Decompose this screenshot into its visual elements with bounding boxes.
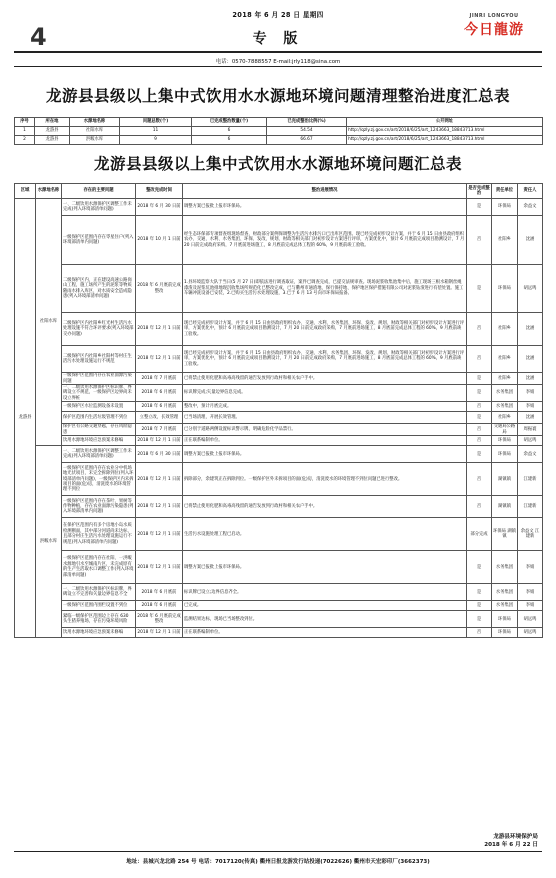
progress-table-cell: 社阳水库 bbox=[70, 127, 120, 136]
responsible-unit-cell: 水务集团 bbox=[492, 601, 518, 611]
logo-chinese: 今日龍游 bbox=[464, 22, 524, 38]
completed-cell: 否 bbox=[467, 216, 492, 265]
responsible-person-cell: 胡远鸣 bbox=[518, 628, 543, 638]
issue-table-row bbox=[15, 446, 543, 463]
responsible-person-cell: 胡远鸣 bbox=[518, 265, 543, 313]
issue-cell: 一、二级饮用水源保护区调整工作未完成(列入环境部清单问题) bbox=[62, 199, 136, 216]
progress-table-header: 公开网址 bbox=[347, 118, 543, 127]
deadline-cell: 2018 年 6 月 30 日前 bbox=[136, 446, 183, 463]
progress-cell: 调整方案已报批上报市环保局。 bbox=[183, 551, 467, 584]
deadline-cell: 2018 年 7 月底前 bbox=[136, 373, 183, 385]
issue-cell: 一级保护区范围内存在社阳、一洪畈水源地引水至城南片区，未完成原有的生产生活取水口调整工作(列入环境部清单问题) bbox=[62, 551, 136, 584]
issuer-block bbox=[484, 833, 538, 849]
responsible-unit-cell: 社阳乡 bbox=[492, 216, 518, 265]
progress-table-title: 龙游县县级以上集中式饮用水水源地环境问题清理整治进度汇总表 bbox=[45, 87, 510, 105]
progress-cell: 正在联系编制单位。 bbox=[183, 628, 467, 638]
responsible-unit-cell: 社阳乡 bbox=[492, 412, 518, 424]
issue-table-row bbox=[15, 611, 543, 628]
issue-table-row bbox=[15, 313, 543, 346]
issue-table-row bbox=[15, 496, 543, 518]
issue-table-row bbox=[15, 584, 543, 601]
progress-cell: 拆除部分，余建筑正在拆除到位。一级保护区外未拆项目的面(危)房，清洗废水的环境管理不到位问题已进行整改。 bbox=[183, 463, 467, 496]
responsible-person-cell: 江建新 bbox=[518, 496, 543, 518]
issue-cell: 饮用水源地环境应急预案未修编 bbox=[62, 628, 136, 638]
progress-table-cell: 66.67 bbox=[267, 136, 347, 145]
progress-cell: 经生态环保部专项督查组现场督查，财政部分案例保调整为生活污水排污口已出库区范围。现已经完成初步设计方案，并于 6 月 15 日由县政府组织农办、交通、水利、水务集团、环保、发改、规划、财政等相关部门对初步设计方案进行评审，方案优化中，预计 6 月底前完成项目勘测设计，7 月 20 日前完成政府采购，7 月底前进场施工，8 月底前完成总体工程的 60%，9 月底前竣工验收。 bbox=[183, 216, 467, 265]
issue-table-row bbox=[15, 265, 543, 313]
progress-table-row bbox=[15, 136, 543, 145]
progress-cell: 调整方案已报批上报市环保局。 bbox=[183, 446, 467, 463]
responsible-person-cell: 余益文 bbox=[518, 446, 543, 463]
deadline-cell: 2018 年 6 月底前完成整改 bbox=[136, 611, 183, 628]
issue-cell: 二级保护区内社阳乡社阳村等村庄生活污水处理设施运行不规范 bbox=[62, 346, 136, 373]
responsible-person-cell: 沈涵 bbox=[518, 373, 543, 385]
issue-table-row bbox=[15, 216, 543, 265]
issue-cell: 一级保护区范围内存在零星住户(列入环境部清单内问题) bbox=[62, 216, 136, 265]
page-number: 4 bbox=[30, 23, 47, 51]
issue-table-row bbox=[15, 601, 543, 611]
progress-table-cell: 1 bbox=[15, 127, 35, 136]
logo-english: JINRI LONGYOU bbox=[469, 13, 519, 19]
progress-table-cell: 6 bbox=[192, 136, 267, 145]
completed-cell: 是 bbox=[467, 584, 492, 601]
progress-cell: 已将禁止使用化肥和高毒高残留的通告发放到行政村和相关农户手中。 bbox=[183, 373, 467, 385]
progress-cell: 标识牌已设立;边界信息齐全。 bbox=[183, 584, 467, 601]
issue-table-header: 区域 bbox=[15, 184, 36, 199]
completed-cell: 是 bbox=[467, 611, 492, 628]
deadline-cell: 2018 年 6 月底前 bbox=[136, 601, 183, 611]
issue-table-header: 责任人 bbox=[518, 184, 543, 199]
progress-cell: 已当场清理，开展长效管理。 bbox=[183, 412, 467, 424]
issue-cell: 一级保护区范围内存在农业面源污染问题 bbox=[62, 373, 136, 385]
progress-cell: 已分别于道路两侧设置标识警示牌，明确危险化学品禁行。 bbox=[183, 424, 467, 436]
contact-rule bbox=[14, 66, 542, 67]
completed-cell: 否 bbox=[467, 346, 492, 373]
completed-cell: 是 bbox=[467, 265, 492, 313]
responsible-unit-cell: 水务集团 bbox=[492, 551, 518, 584]
responsible-person-cell: 胡远鸣 bbox=[518, 611, 543, 628]
issue-table-row bbox=[15, 551, 543, 584]
responsible-unit-cell: 环保局 bbox=[492, 611, 518, 628]
deadline-cell: 2018 年 12 月 1 日前 bbox=[136, 496, 183, 518]
responsible-person-cell: 周振寰 bbox=[518, 424, 543, 436]
issue-cell: 一级保护区范围内围栏设置不到位 bbox=[62, 601, 136, 611]
issue-date: 2018 年 6 月 28 日 星期四 bbox=[232, 11, 324, 19]
deadline-cell: 2018 年 6 月底前完成整改 bbox=[136, 265, 183, 313]
responsible-person-cell: 胡远鸣 bbox=[518, 436, 543, 446]
contact-line: 电话：0570-7888557 E-mail:jrly118@sina.com bbox=[215, 59, 341, 65]
issue-table-row bbox=[15, 346, 543, 373]
completed-cell: 是 bbox=[467, 412, 492, 424]
public-url-cell[interactable]: http://qzly.zj.gov.cn/art/2018/6/25/art_1243663_18843713.html bbox=[347, 136, 543, 145]
deadline-cell: 2018 年 12 月 1 日前 bbox=[136, 518, 183, 551]
header-rule bbox=[14, 51, 542, 53]
progress-table-cell: 洪畈水库 bbox=[70, 136, 120, 145]
responsible-unit-cell: 水务集团 bbox=[492, 385, 518, 402]
deadline-cell: 2018 年 6 月底前 bbox=[136, 584, 183, 601]
issue-table-row bbox=[15, 385, 543, 402]
responsible-person-cell: 李娟 bbox=[518, 601, 543, 611]
responsible-unit-cell: 湖镇镇 bbox=[492, 463, 518, 496]
progress-cell: 1.县环境监察大队于当日(5 月 27 日)即依法进行调查取证，案件已调查完成，已提交法规审查。现场泥浆收集池集中后，施工现场三根水箱钢丝绳漆渣及泥浆坑池排地现沉收集场所规范化已整改完成，已与衢州市通渣地、保行保持地、保护地区保护措施有限公司对泥浆钻渣进行有偿处置。施工车辆冲洗设备已安装，2.已购买生活污水处理设施，3.已于 6 月 13 号向市环保局报备。 bbox=[183, 265, 467, 313]
deadline-cell: 2018 年 7 月底前 bbox=[136, 424, 183, 436]
issue-table-row bbox=[15, 199, 543, 216]
source-cell-hongfan: 洪畈水库 bbox=[36, 446, 62, 638]
issuer-name: 龙游县环境保护局 bbox=[493, 834, 538, 840]
responsible-person-cell: 沈涵 bbox=[518, 412, 543, 424]
issue-table-header: 是否完成整治 bbox=[467, 184, 492, 199]
responsible-unit-cell: 环保局 湖镇镇 bbox=[492, 518, 518, 551]
responsible-person-cell: 江建新 bbox=[518, 463, 543, 496]
public-url-cell[interactable]: http://qzly.zj.gov.cn/art/2018/6/25/art_1243663_18843713.html bbox=[347, 127, 543, 136]
issue-table-row bbox=[15, 628, 543, 638]
progress-table-cell: 龙游县 bbox=[35, 127, 70, 136]
issue-table-row bbox=[15, 518, 543, 551]
completed-cell: 是 bbox=[467, 551, 492, 584]
completed-cell: 否 bbox=[467, 463, 492, 496]
progress-table bbox=[14, 117, 543, 145]
responsible-unit-cell: 环保局 bbox=[492, 199, 518, 216]
issue-table-row bbox=[15, 412, 543, 424]
responsible-unit-cell: 水务集团 bbox=[492, 584, 518, 601]
issue-table-header: 整治进展情况 bbox=[183, 184, 467, 199]
deadline-cell: 2018 年 12 月 1 日前 bbox=[136, 346, 183, 373]
progress-cell: 监测结果达标，现场已当场整改到位。 bbox=[183, 611, 467, 628]
issue-table bbox=[14, 183, 543, 638]
section-title: 专 版 bbox=[252, 31, 304, 47]
deadline-cell: 2018 年 6 月底前 bbox=[136, 402, 183, 412]
progress-table-cell: 11 bbox=[120, 127, 192, 136]
responsible-unit-cell: 环保局 bbox=[492, 628, 518, 638]
deadline-cell: 2018 年 12 月 1 日前 bbox=[136, 436, 183, 446]
deadline-cell: 2018 年 10 月 1 日前 bbox=[136, 216, 183, 265]
deadline-cell: 2018 年 12 月 1 日前 bbox=[136, 628, 183, 638]
issue-cell: 保护区范围内生活垃圾管理不到位 bbox=[62, 412, 136, 424]
completed-cell: 是 bbox=[467, 199, 492, 216]
progress-cell: 现已经完成初步设计方案，并于 6 月 15 日由县政府组织农办、交通、水利、水务集团、环保、发改、规划、财政等相关部门对初步设计方案进行评审，方案优化中，预计 6 月底前完成项目勘测设计，7 月 20 日前完成政府采购，7 月底前进场施工，8 月底前完成总体工程的 60%，9 月底前竣工验收。 bbox=[183, 346, 467, 373]
issue-cell: 紧临一级保护区范围边上存在 630 头生猪养殖场，存在污染环境风险 bbox=[62, 611, 136, 628]
progress-cell: 已将禁止使用化肥和高毒高残留的通告发放到行政村和相关农户手中。 bbox=[183, 496, 467, 518]
completed-cell: 否 bbox=[467, 424, 492, 436]
responsible-person-cell: 沈涵 bbox=[518, 313, 543, 346]
progress-table-header: 问题总数(个) bbox=[120, 118, 192, 127]
responsible-unit-cell: 社阳乡 bbox=[492, 346, 518, 373]
progress-cell: 生活污水设施处理工程已启动。 bbox=[183, 518, 467, 551]
progress-table-cell: 54.54 bbox=[267, 127, 347, 136]
issue-cell: 一级保护区范围内存在茶叶，果树等作物种植，存在农业面源污染隐患(列入环境部清单内问题) bbox=[62, 496, 136, 518]
newspaper-logo bbox=[454, 13, 534, 39]
responsible-unit-cell: 社阳乡 bbox=[492, 373, 518, 385]
completed-cell: 是 bbox=[467, 385, 492, 402]
progress-table-cell: 2 bbox=[15, 136, 35, 145]
deadline-cell: 2018 年 12 月 1 日前 bbox=[136, 551, 183, 584]
responsible-person-cell: 李娟 bbox=[518, 385, 543, 402]
deadline-cell: 2018 年 12 月 1 日前 bbox=[136, 313, 183, 346]
responsible-unit-cell: 社阳乡 bbox=[492, 313, 518, 346]
progress-table-header: 所在地 bbox=[35, 118, 70, 127]
responsible-person-cell: 余益文 bbox=[518, 199, 543, 216]
responsible-person-cell: 李娟 bbox=[518, 402, 543, 412]
deadline-cell: 2018 年 6 月 30 日前 bbox=[136, 199, 183, 216]
deadline-cell: 立整立改，长效管理 bbox=[136, 412, 183, 424]
issue-table-row bbox=[15, 463, 543, 496]
region-cell: 龙游县 bbox=[15, 199, 36, 638]
issue-cell: 一级保护区范围内存在农业分中机场地光伏项目，未完全拆除到位(列入环境部清单内问题)，一级保护区内未拆项目的面(危)房，清洗废水的环境管理不到位 bbox=[62, 463, 136, 496]
completed-cell: 是 bbox=[467, 446, 492, 463]
responsible-person-cell: 李娟 bbox=[518, 551, 543, 584]
completed-cell: 部分完成 bbox=[467, 518, 492, 551]
responsible-unit-cell: 环保局 bbox=[492, 436, 518, 446]
progress-table-row bbox=[15, 127, 543, 136]
issue-table-header: 整改完成时间 bbox=[136, 184, 183, 199]
issue-table-row bbox=[15, 424, 543, 436]
issue-table-row bbox=[15, 436, 543, 446]
issue-cell: 保护区有公路交通穿越，存在风险隐患 bbox=[62, 424, 136, 436]
issue-table-header: 水源地名称 bbox=[36, 184, 62, 199]
deadline-cell: 2018 年 12 月 1 日前 bbox=[136, 463, 183, 496]
responsible-unit-cell: 环保局 bbox=[492, 265, 518, 313]
issue-cell: 二级保护区内社阳乡红光村生活污水处理设施不符合环评要求(列入环境部交办问题) bbox=[62, 313, 136, 346]
progress-table-header: 序号 bbox=[15, 118, 35, 127]
progress-cell: 已完成。 bbox=[183, 601, 467, 611]
issue-table-title: 龙游县县级以上集中式饮用水水源地环境问题汇总表 bbox=[93, 155, 462, 173]
responsible-unit-cell: 交通局公路局 bbox=[492, 424, 518, 436]
issue-table-row bbox=[15, 402, 543, 412]
responsible-person-cell: 沈涵 bbox=[518, 216, 543, 265]
source-cell-sheyang: 社阳水库 bbox=[36, 199, 62, 446]
completed-cell: 否 bbox=[467, 436, 492, 446]
issue-table-header: 存在的主要问题 bbox=[62, 184, 136, 199]
progress-table-header: 水源地名称 bbox=[70, 118, 120, 127]
issue-cell: 一、二级饮用水源保护区调整工作未完成(列入环境部清单问题) bbox=[62, 446, 136, 463]
progress-table-header: 已完成整治比例(%) bbox=[267, 118, 347, 127]
progress-cell: 整改中，预计月底完成。 bbox=[183, 402, 467, 412]
responsible-unit-cell: 环保局 bbox=[492, 446, 518, 463]
progress-cell: 调整方案已报批上报市环保局。 bbox=[183, 199, 467, 216]
issue-table-row bbox=[15, 373, 543, 385]
progress-table-cell: 6 bbox=[192, 127, 267, 136]
completed-cell: 否 bbox=[467, 628, 492, 638]
responsible-person-cell: 李娟 bbox=[518, 584, 543, 601]
issue-cell: 在保护区范围内有多个房地小岛水质检测断面，其中部分河道尚未达标，且部分村庄生活污水处理设施运行不规范(列入环境部清单内问题) bbox=[62, 518, 136, 551]
progress-table-cell: 龙游县 bbox=[35, 136, 70, 145]
progress-cell: 标识牌完成;矢量边界信息完成。 bbox=[183, 385, 467, 402]
issue-cell: 一、二级饮用水源保护区标识牌，界碑设立不完善和矢量边界信息不全 bbox=[62, 584, 136, 601]
completed-cell: 是 bbox=[467, 373, 492, 385]
footer-info: 地址：县城兴龙北路 254 号 电话：7017120(传真) 衢州日报龙游发行站投递(7022626) 衢州市天宏彩印厂(3662373) bbox=[126, 859, 430, 865]
progress-table-header: 已完成整治数量(个) bbox=[192, 118, 267, 127]
issue-cell: 二级保护区内，正在建设高速公路岗山工程，施工场所产生的泥浆等物质随雨水排入库区，对水质安全造成隐患(列入环境部清单问题) bbox=[62, 265, 136, 313]
responsible-person-cell: 余益文 江建新 bbox=[518, 518, 543, 551]
progress-cell: 正在联系编制单位。 bbox=[183, 436, 467, 446]
progress-table-cell: 9 bbox=[120, 136, 192, 145]
deadline-cell: 2018 年 6 月底前 bbox=[136, 385, 183, 402]
issue-cell: 一级保护区水位监测设备未设置 bbox=[62, 402, 136, 412]
completed-cell: 否 bbox=[467, 496, 492, 518]
completed-cell: 否 bbox=[467, 313, 492, 346]
issue-date-signature: 2018 年 6 月 22 日 bbox=[484, 842, 538, 848]
responsible-unit-cell: 湖镇镇 bbox=[492, 496, 518, 518]
completed-cell: 否 bbox=[467, 402, 492, 412]
issue-cell: 一、二级饮用水源保护区标识牌、界碑设立不规范，一级保护区边界尚未设立界桩 bbox=[62, 385, 136, 402]
footer-rule bbox=[14, 851, 542, 852]
responsible-person-cell: 沈涵 bbox=[518, 346, 543, 373]
progress-cell: 现已经完成初步设计方案，并于 6 月 15 日由县政府组织农办、交通、水利、水务集团、环保、发改、规划、财政等相关部门对初步设计方案进行评审，方案优化中，预计 6 月底前完成项目勘测设计，7 月 20 日前完成政府采购，7 月底前进场施工，8 月底前完成总体工程的 60%，9 月底前竣工验收。 bbox=[183, 313, 467, 346]
issue-cell: 饮用水源地环境应急预案未修编 bbox=[62, 436, 136, 446]
completed-cell: 是 bbox=[467, 601, 492, 611]
responsible-unit-cell: 水务集团 bbox=[492, 402, 518, 412]
issue-table-header: 责任单位 bbox=[492, 184, 518, 199]
